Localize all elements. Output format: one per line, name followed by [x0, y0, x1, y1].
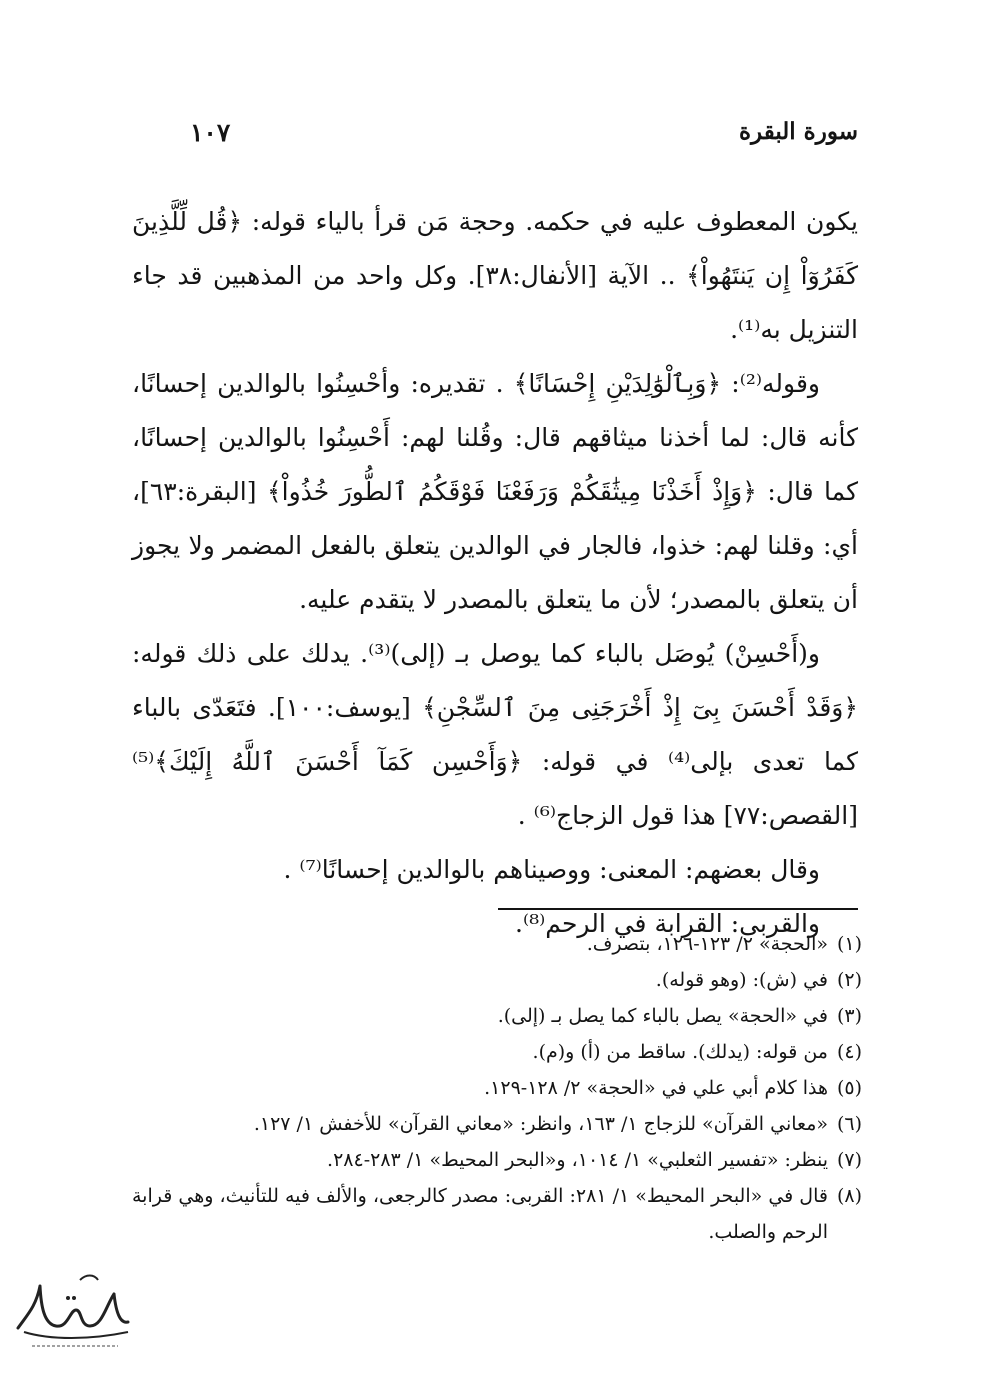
paragraph: وقال بعضهم: المعنى: ووصيناهم بالوالدين إحسانًا⁽⁷⁾ . [283, 855, 820, 884]
publisher-logo [10, 1266, 136, 1352]
footnote-text: هذا كلام أبي علي في «الحجة» ٢/ ١٢٨-١٢٩. [484, 1077, 828, 1099]
footnote-number: (٨) [836, 1185, 862, 1207]
footnotes [132, 926, 862, 1250]
footnote-separator [498, 908, 858, 910]
footnote-number: (١) [836, 933, 862, 955]
logo-calligraphy-icon [10, 1266, 136, 1352]
footnote [132, 926, 862, 962]
footnote [132, 962, 862, 998]
page-number: ١٠٧ [190, 118, 231, 147]
footnote-number: (٣) [836, 1005, 862, 1027]
footnote [132, 1034, 862, 1070]
footnote [132, 998, 862, 1034]
footnote [132, 1106, 862, 1142]
surah-title: سورة البقرة [738, 118, 858, 145]
main-text [132, 195, 858, 951]
footnote-text: في «الحجة» يصل بالباء كما يصل بـ (إلى). [497, 1005, 828, 1027]
footnote [132, 1142, 862, 1178]
footnote [132, 1178, 862, 1250]
paragraph: يكون المعطوف عليه في حكمه. وحجة مَن قرأ بالياء قوله: ﴿قُل لِّلَّذِينَ كَفَرُوٓاْ إِن يَنتَهُواْ﴾ .. الآية [الأنفال:٣٨]. وكل واحد من المذهبين قد جاء التنزيل به⁽¹⁾. [132, 207, 859, 344]
paragraph: وقوله⁽²⁾: ﴿وَبِٱلْوَٰلِدَيْنِ إِحْسَانًا﴾ . تقديره: وأحْسِنُوا بالوالدين إحسانًا، كأنه قال: لما أخذنا ميثاقهم قال: وقُلنا لهم: أَحْسِنُوا بالوالدين إحسانًا، كما قال: ﴿وَإِذْ أَخَذْنَا مِيثَٰقَكُمْ وَرَفَعْنَا فَوْقَكُمُ ٱلطُّورَ خُذُواْ﴾ [البقرة:٦٣]، أي: وقلنا لهم: خذوا، فالجار في الوالدين يتعلق بالفعل المضمر ولا يجوز أن يتعلق بالمصدر؛ لأن ما يتعلق بالمصدر لا يتقدم عليه. [132, 369, 858, 614]
footnote-number: (٢) [836, 969, 862, 991]
footnote-text: في (ش): (وهو قوله). [655, 969, 828, 991]
footnote-text: ينظر: «تفسير الثعلبي» ١/ ١٠١٤، و«البحر المحيط» ١/ ٢٨٣-٢٨٤. [327, 1149, 828, 1171]
footnote-text: «معاني القرآن» للزجاج ١/ ١٦٣، وانظر: «معاني القرآن» للأخفش ١/ ١٢٧. [253, 1113, 828, 1135]
page-header [190, 118, 858, 158]
footnote-number: (٦) [836, 1113, 862, 1135]
footnote-number: (٤) [836, 1041, 862, 1063]
footnote-number: (٥) [836, 1077, 862, 1099]
paragraph: والقربى: القرابة في الرحم⁽⁸⁾. [515, 909, 820, 938]
footnote [132, 1070, 862, 1106]
footnote-text: من قوله: (يدلك). ساقط من (أ) و(م). [532, 1041, 828, 1063]
footnote-number: (٧) [836, 1149, 862, 1171]
footnote-text: قال في «البحر المحيط» ١/ ٢٨١: القربى: مصدر كالرجعى، والألف فيه للتأنيث، وهي قرابة الرحم والصلب. [132, 1185, 828, 1243]
footnote-text: «الحجة» ٢/ ١٢٣-١٢٦، بتصرف. [586, 933, 828, 955]
paragraph: و(أَحْسِنْ) يُوصَل بالباء كما يوصل بـ (إلى)⁽³⁾. يدلك على ذلك قوله: ﴿وَقَدْ أَحْسَنَ بِىٓ إِذْ أَخْرَجَنِى مِنَ ٱلسِّجْنِ﴾ [يوسف:١٠٠]. فتَعَدّى بالباء كما تعدى بإلى⁽⁴⁾ في قوله: ﴿وَأَحْسِن كَمَآ أَحْسَنَ ٱللَّهُ إِلَيْكَ﴾⁽⁵⁾ [القصص:٧٧] هذا قول الزجاج⁽⁶⁾ . [132, 639, 859, 830]
